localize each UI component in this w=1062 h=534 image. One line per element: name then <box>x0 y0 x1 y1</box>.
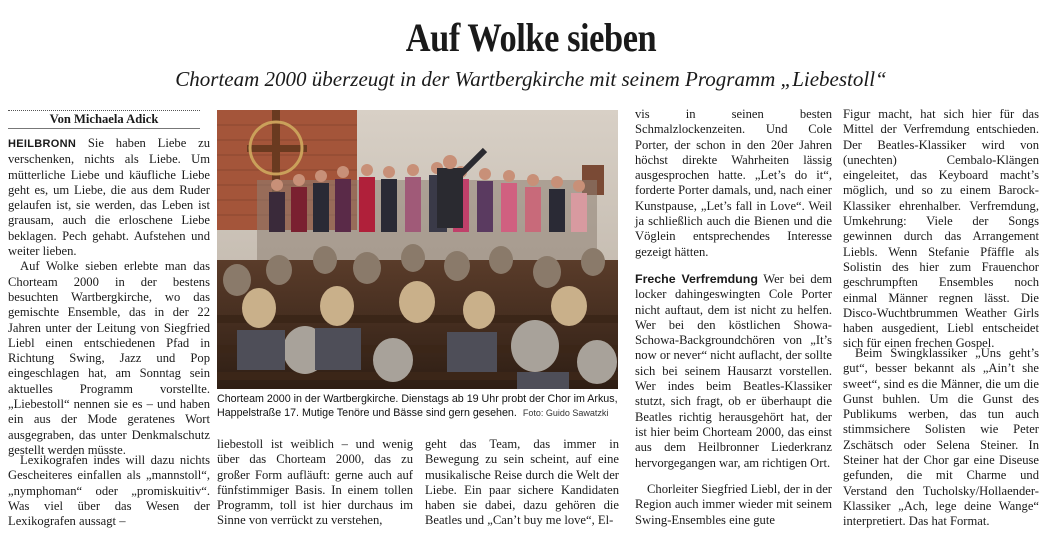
paragraph: Beim Swingklassiker „Uns geht’s gut“, besser bekannt als „Ain’t she sweet“, sind es die Männer, die um die Gunst buhlen. Um die Gunst des Publikums werben, das tun auch stimmsichere Solisten wie Peter Zschätsch oder Selena Steiner. In Steiner hat der Chor gar eine Diseuse gefunden, die mit Charme und Verstand den Tucholsky/Hollaender-Klassiker „Ach, lege deine Wange“ interpretiert. Das hat Format. <box>843 346 1039 529</box>
paragraph: geht das Team, das immer in Bewegung zu sein scheint, auf eine musikalische Reise durch die Welt der Liebe. Ein paar sichere Kandidaten haben sie dabei, dazu gehören die Beatles und „Can’t buy me love“, El- <box>425 437 619 528</box>
column-4-section <box>635 272 832 471</box>
paragraph: Figur macht, hat sich hier für das Mittel der Verfremdung entschieden. Der Beatles-Klassiker wird von (unechten) Cembalo-Klängen eingeleitet, das Keyboard macht’s möglich, und so zu einem Barock-Klassiker ehrenhalber. Verfremdung, Umkehrung: Viele der Songs gewinnen durch das Arrangement Liebls. Wenn Stefanie Pfäffle als Solistin des hier zum Frauenchor geschrumpften Ensembles noch einmal Männer regnen lässt. Die Disco-Wuchtbrummen Weather Girls haben ausgedient, Liebl entscheidet sich für einen frechen Gospel. <box>843 107 1039 351</box>
photo-credit: Foto: Guido Sawatzki <box>522 408 609 418</box>
subheadline: Chorteam 2000 überzeugt in der Wartbergkirche mit seinem Programm „Liebestoll“ <box>175 67 887 91</box>
author-rule-top <box>8 110 200 111</box>
column-4 <box>635 107 832 260</box>
column-1-end <box>8 453 210 529</box>
photo-caption <box>217 392 618 420</box>
column-3 <box>425 437 619 529</box>
paragraph-text: Wer bei dem locker dahingeswingten Cole Porter nicht auftaut, dem ist nicht zu helfen. Wer bei den köstlichen Showa-Schowa-Backgroundchören von „It’s now or never“ nicht auflacht, der sollte sich bei seinem Hausarzt vorstellen. Wer indes beim Beatles-Klassiker stutzt, sich fragt, ob er überhaupt die Beatles richtig herausgehört hat, der ist hier beim Chorteam 2000, das einst aus dem Heilbronner Liederkranz hervorgegangen war, am richtigen Ort. <box>635 272 833 470</box>
dateline: HEILBRONN <box>8 138 77 150</box>
paragraph: Chorleiter Siegfried Liebl, der in der Region auch immer wieder mit seinem Swing-Ensembles eine gute <box>635 482 832 527</box>
column-5-end <box>843 346 1039 530</box>
paragraph: liebestoll ist weiblich – und wenig über das Chorteam 2000, das zu großer Form aufläuft: gerne auch auf fünfstimmiger Basis. In einem tollen Programm, toll ist hier durchaus im Sinne von verrückt zu verstehen, <box>217 437 413 528</box>
choir-photo-image <box>217 110 618 389</box>
paragraph: Auf Wolke sieben erlebte man das Chorteam 2000 in der bestens besuchten Wartbergkirche, wo das gemischte Ensemble, das in der 22 Jahren unter der Leitung von Siegfried Liebl einen entschiedenen Pfad in Richtung Swing, Jazz und Pop eingeschlagen hat, am Sonntag sein aktuelles Programm vorstellte. „Liebestoll“ nennen sie es – und haben ein aus der Mode geratenes Wort ausgegraben, das unter Denkmalschutz gestellt werden müsste. <box>8 259 210 457</box>
column-1 <box>8 136 210 458</box>
paragraph: Lexikografen indes will dazu nichts Gescheiteres einfallen als „mannstoll“, „nymphoman“ oder „promiskuitiv“. Was viel über das Wesen der Lexikografen aussagt – <box>8 453 210 529</box>
intro-paragraph <box>8 136 210 259</box>
subheading: Freche Verfremdung <box>635 272 758 286</box>
paragraph: vis in seinen besten Schmalzlockenzeiten. Und Cole Porter, der schon in den 20er Jahren höchst direkte Wahrheiten lässig ausgesprochen hatte. „Let’s do it“, forderte Porter damals, und, nach einer Kunstpause, „Let’s fall in Love“. Weil ja schließlich auch die Bienen und die Vöglein entsprechendes Interesse gezeigt hätten. <box>635 107 832 259</box>
column-4-end <box>635 482 832 528</box>
column-5 <box>843 107 1039 352</box>
choir-photo <box>217 110 618 389</box>
section-paragraph <box>635 272 832 471</box>
caption-text: Chorteam 2000 in der Wartbergkirche. Dienstags ab 19 Uhr probt der Chor im Arkus, Happelstraße 17. Mutige Tenöre und Bässe sind gern gesehen. <box>217 393 618 419</box>
headline: Auf Wolke sieben <box>405 15 657 60</box>
intro-text: Sie haben Liebe zu verschenken, nichts als Liebe. Um mütterliche Liebe und käufliche Liebe geht es, um Liebe, die aus dem Ruder gelaufen ist, sie werden, das Leben ist grausam, auch die erloschene Liebe beklagen. Pech gehabt. Aufstehen und weiter lieben. <box>8 136 210 259</box>
column-2 <box>217 437 413 529</box>
author-byline: Von Michaela Adick <box>49 112 159 126</box>
author-rule-bottom <box>8 128 200 129</box>
